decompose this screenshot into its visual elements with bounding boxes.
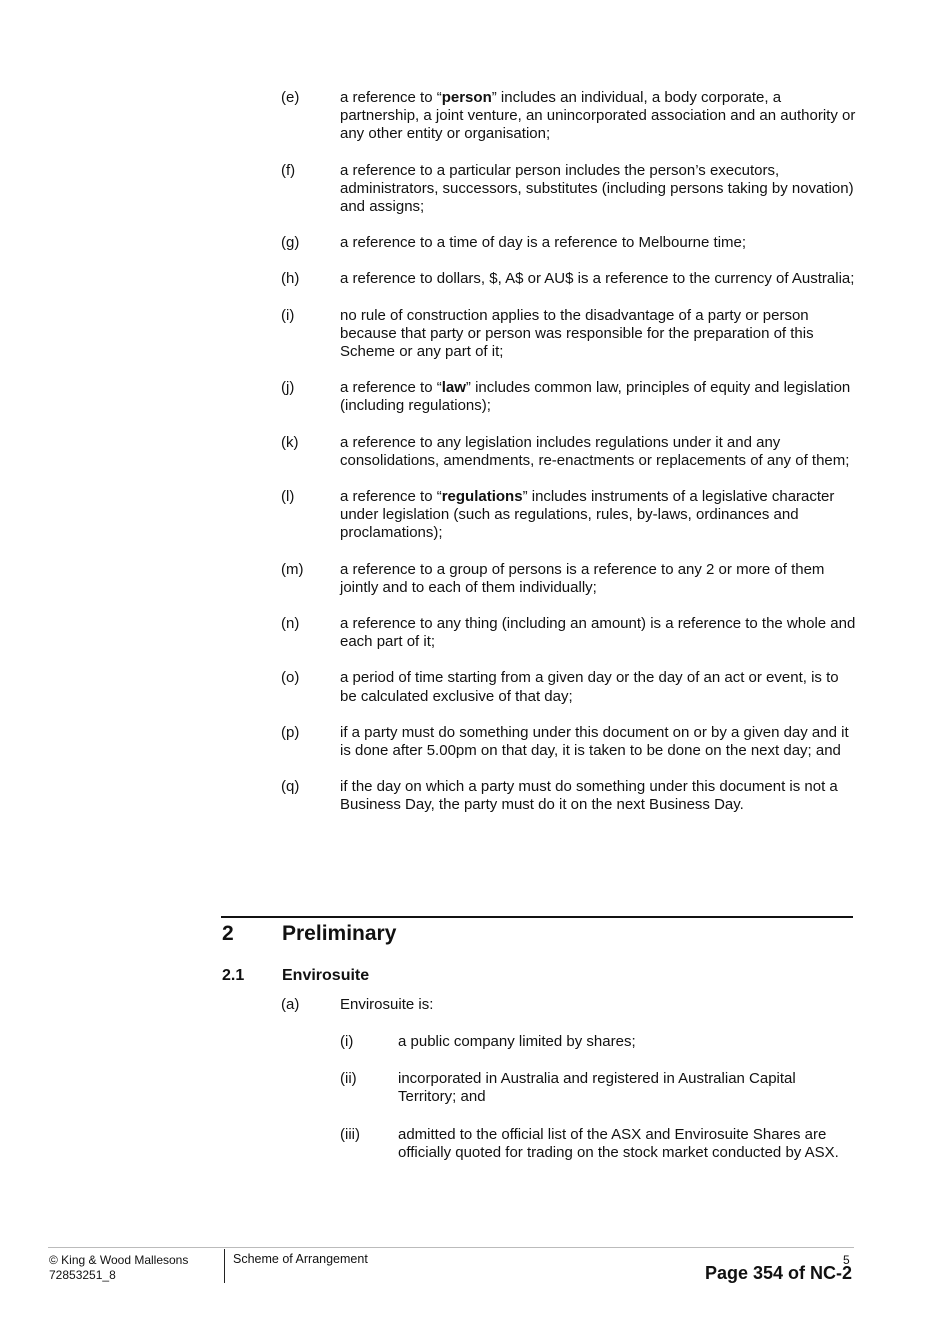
defined-term: person [441, 89, 492, 106]
footer-vertical-divider [224, 1249, 225, 1283]
clause-text: no rule of construction applies to the disadvantage of a party or person because that party or person was responsible for the preparation of this Scheme or any part of it; [340, 306, 814, 361]
clause-k [281, 434, 856, 470]
clause-m [281, 561, 856, 597]
sub-item-label: (ii) [340, 1070, 357, 1088]
clause-text: if the day on which a party must do something under this document is not a Business Day, the party must do it on the next Business Day. [340, 778, 838, 814]
clause-text: a reference to any legislation includes regulations under it and any consolidations, amendments, re-enactments or replacements of any of them; [340, 433, 850, 469]
subsection-number: 2.1 [222, 967, 245, 984]
section-divider [221, 916, 853, 918]
clause-f [281, 162, 856, 217]
clause-label: (p) [281, 723, 300, 741]
footer-divider [48, 1247, 854, 1248]
footer-page-number: 5 [843, 1253, 850, 1267]
subsection-heading [222, 967, 369, 985]
clause-h [281, 270, 856, 288]
sub-item-label: (iii) [340, 1125, 360, 1143]
clause-label: (m) [281, 560, 304, 578]
clause-label: (h) [281, 270, 300, 288]
clause-label: (j) [281, 379, 295, 397]
clause-n [281, 615, 856, 651]
clause-label: (f) [281, 161, 296, 179]
clause-label: (a) [281, 996, 300, 1013]
section-number: 2 [222, 922, 234, 945]
clause-label: (g) [281, 234, 300, 252]
clause-label: (n) [281, 615, 300, 633]
clause-label: (i) [281, 306, 295, 324]
envirosuite-clause-a [281, 996, 433, 1014]
page-stamp: Page 354 of NC-2 [704, 1263, 852, 1283]
clause-label: (e) [281, 89, 300, 106]
defined-term: regulations [441, 488, 523, 506]
clause-label: (q) [281, 778, 300, 796]
section-title: Preliminary [282, 922, 397, 945]
clause-p [281, 724, 856, 760]
clause-text: a reference to “person” includes an individual, a body corporate, a partnership, a joint venture, an unincorporated association and an authority or any other entity or organisation; [340, 89, 856, 143]
clause-g [281, 234, 856, 252]
interpretation-clause-list [281, 89, 856, 833]
sub-item-i [340, 1033, 855, 1051]
clause-label: (o) [281, 669, 300, 687]
section-heading [222, 922, 396, 946]
clause-text: a reference to “law” includes common law, principles of equity and legislation (including regulations); [340, 379, 851, 415]
clause-j [281, 379, 856, 415]
clause-text: a reference to a time of day is a reference to Melbourne time; [340, 234, 747, 252]
clause-text: Envirosuite is: [340, 996, 434, 1013]
envirosuite-sub-list [340, 1033, 855, 1181]
sub-item-text: a public company limited by shares; [398, 1033, 636, 1050]
footer-firm-block [49, 1253, 188, 1283]
clause-text: a reference to “regulations” includes instruments of a legislative character under legislation (such as regulations, rules, by-laws, ordinances and proclamations); [340, 488, 835, 542]
clause-o [281, 669, 856, 705]
clause-text: if a party must do something under this document on or by a given day and it is done after 5.00pm on that day, it is taken to be done on the next day; and [340, 723, 849, 760]
footer-document-title: Scheme of Arrangement [233, 1252, 368, 1266]
defined-term: law [441, 379, 466, 397]
sub-item-label: (i) [340, 1033, 354, 1050]
sub-item-text: incorporated in Australia and registered in Australian Capital Territory; and [398, 1070, 796, 1106]
clause-label: (l) [281, 488, 295, 506]
sub-item-ii [340, 1070, 855, 1106]
clause-q [281, 778, 856, 814]
subsection-title: Envirosuite [282, 967, 370, 984]
clause-i [281, 307, 856, 362]
clause-text: a reference to any thing (including an amount) is a reference to the whole and each part of it; [340, 615, 856, 651]
clause-text: a reference to a particular person includes the person’s executors, administrators, successors, substitutes (including persons taking by novation) and assigns; [340, 161, 854, 216]
footer-firm: © King & Wood Mallesons [49, 1253, 189, 1267]
clause-text: a period of time starting from a given day or the day of an act or event, is to be calculated exclusive of that day; [340, 669, 839, 705]
clause-label: (k) [281, 433, 299, 451]
footer-doc-id: 72853251_8 [49, 1268, 116, 1282]
clause-text: a reference to dollars, $, A$ or AU$ is a reference to the currency of Australia; [340, 270, 855, 288]
sub-item-iii [340, 1126, 855, 1162]
sub-item-text: admitted to the official list of the ASX and Envirosuite Shares are officially quoted for trading on the stock market conducted by ASX. [398, 1125, 839, 1161]
clause-l [281, 488, 856, 543]
clause-text: a reference to a group of persons is a reference to any 2 or more of them jointly and to each of them individually; [340, 560, 825, 596]
clause-e [281, 89, 856, 144]
